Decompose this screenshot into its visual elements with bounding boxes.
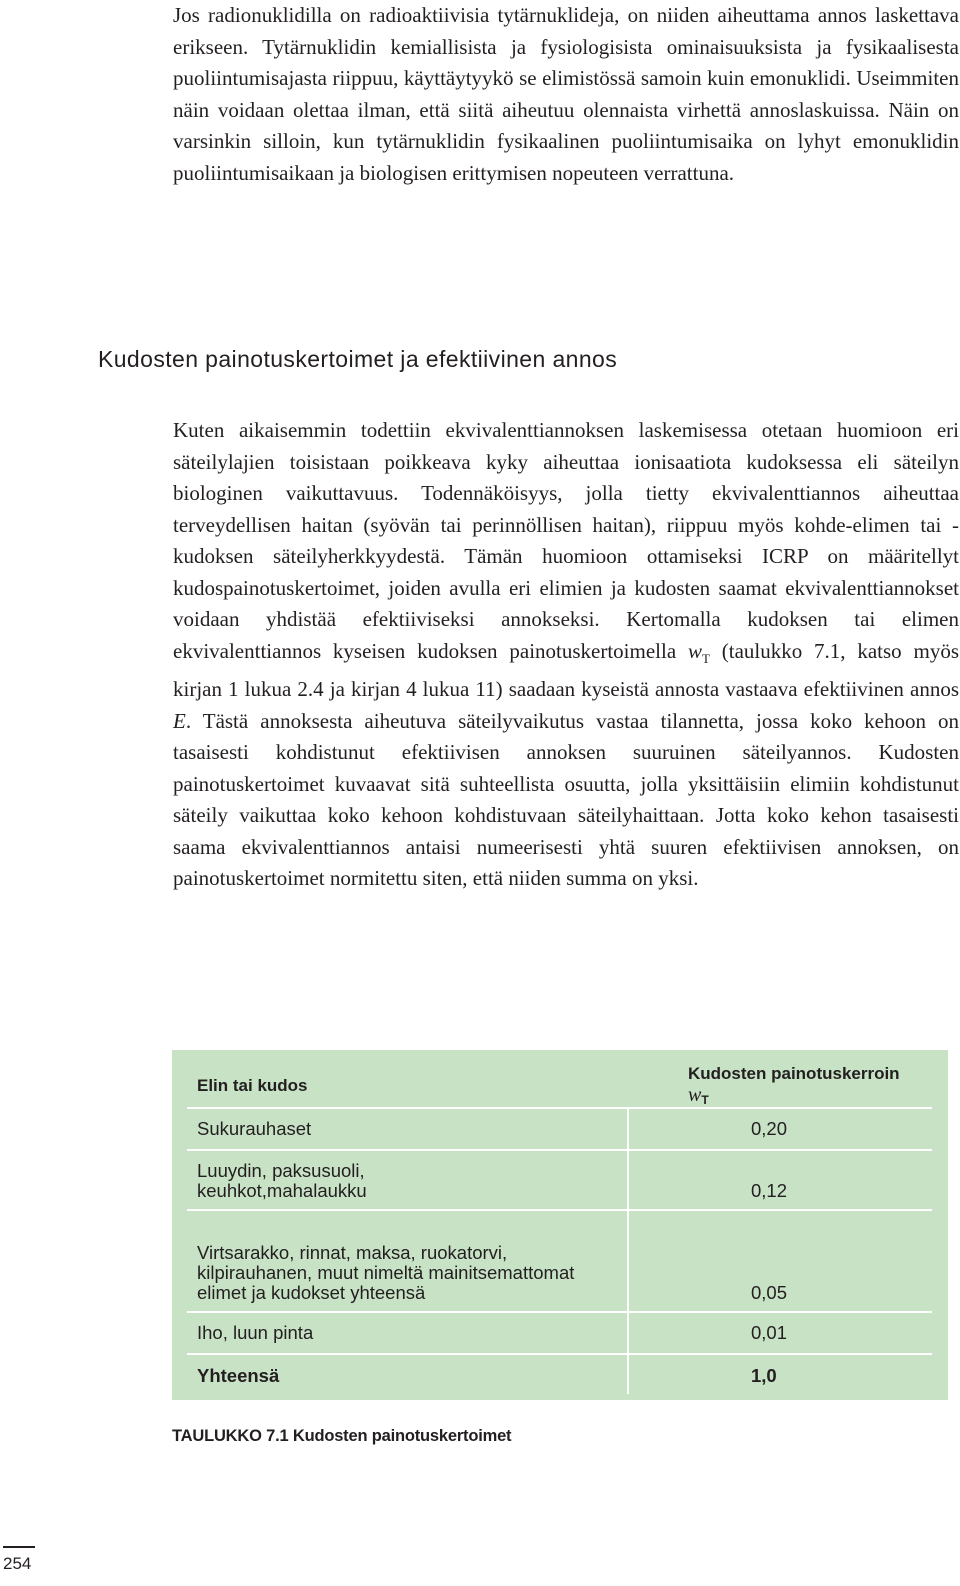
page-number: 254 bbox=[3, 1546, 35, 1574]
body-text-part-2: (taulukko 7.1, katso myös kirjan 1 lukua 2.4 ja kirjan 4 lukua 11) saadaan kyseistä annosta vastaava efektiivinen annos bbox=[173, 638, 959, 702]
total-label: Yhteensä bbox=[187, 1354, 628, 1394]
organ-name: Iho, luun pinta bbox=[187, 1312, 628, 1354]
weight-symbol: w bbox=[687, 638, 702, 663]
weighting-value: 0,20 bbox=[628, 1108, 932, 1150]
table-row bbox=[187, 1150, 932, 1210]
organ-name bbox=[187, 1150, 628, 1210]
section-heading: Kudosten painotuskertoimet ja efektiivinen annos bbox=[98, 346, 618, 372]
effective-dose-symbol: E bbox=[173, 708, 186, 733]
table-row bbox=[187, 1108, 932, 1150]
weighting-value: 0,01 bbox=[628, 1312, 932, 1354]
table-row bbox=[187, 1312, 932, 1354]
weighting-factor-table bbox=[187, 1064, 932, 1394]
weight-symbol-subscript: T bbox=[701, 650, 710, 666]
weighting-value: 0,05 bbox=[628, 1210, 932, 1312]
table-header-row bbox=[187, 1064, 932, 1108]
column-header-factor-text: Kudosten painotuskerroin bbox=[688, 1064, 900, 1083]
organ-name: Sukurauhaset bbox=[187, 1108, 628, 1150]
organ-name-text: Luuydin, paksusuoli, keuhkot,mahalaukku bbox=[197, 1160, 367, 1201]
organ-name bbox=[187, 1210, 628, 1312]
weighting-factor-table-panel bbox=[172, 1050, 948, 1400]
body-text-part-1: Kuten aikaisemmin todettiin ekvivalenttiannoksen laskemisessa otetaan huomioon eri säteilylajien toisistaan poikkeava kyky aiheuttaa ionisaatiota kudoksessa eli säteilyn biologinen vaikuttavuus. Todennäköisyys, jolla tietty ekvivalenttiannos aiheuttaa terveydellisen haitan (syövän tai perinnöllisen haitan), riippuu myös kohde-elimen tai -kudoksen säteilyherkkyydestä. Tämän huomioon ottamiseksi ICRP on määritellyt kudospainotuskertoimet, joiden avulla eri elimien ja kudosten saamat ekvivalenttiannokset voidaan yhdistää efektiiviseksi annokseksi. Kertomalla kudoksen tai elimen ekvivalenttiannos kyseisen kudoksen painotuskertoimella bbox=[173, 418, 959, 663]
total-value: 1,0 bbox=[751, 1365, 777, 1386]
column-header-weight-subscript: T bbox=[701, 1093, 709, 1107]
body-text-part-3: . Tästä annoksesta aiheutuva säteilyvaikutus vastaa tilannetta, jossa koko kehoon on tasaisesti kohdistunut efektiivisen annoksen suuruinen säteilyannos. Kudosten painotuskertoimet kuvaavat sitä suhteellista osuutta, jolla yksittäisiin elimiin kohdistunut säteily vaikuttaa koko kehoon kohdistuvaan säteilyhaittaan. Jotta koko kehon tasaisesti saama ekvivalenttiannos antaisi numeerisesti yhtä suuren efektiivisen annoksen, on painotuskertoimet normitettu siten, että niiden summa on yksi. bbox=[173, 708, 959, 891]
table-caption: TAULUKKO 7.1 Kudosten painotuskertoimet bbox=[172, 1427, 512, 1445]
intro-paragraph: Jos radionuklidilla on radioaktiivisia tytärnuklideja, on niiden aiheuttama annos laskettava erikseen. Tytärnuklidin kemiallisista ja fysiologisista ominaisuuksista ja fysikaalisesta puoliintumisajasta riippuu, käyttäytyykö se elimistössä samoin kuin emonuklidi. Useimmiten näin voidaan olettaa ilman, että siitä aiheutuu olennaista virhettä annoslaskuissa. Näin on varsinkin silloin, kun tytärnuklidin fysikaalinen puoliintumisaika on lyhyt emonuklidin puoliintumisaikaan ja biologisen erittymisen nopeuteen verrattuna. bbox=[173, 3, 959, 185]
column-header-weight-symbol: w bbox=[688, 1084, 702, 1106]
table-row bbox=[187, 1210, 932, 1312]
column-header-factor bbox=[628, 1064, 932, 1108]
table-total-row bbox=[187, 1354, 932, 1394]
body-paragraph bbox=[173, 415, 959, 895]
column-header-organ: Elin tai kudos bbox=[187, 1064, 628, 1108]
weighting-value: 0,12 bbox=[628, 1150, 932, 1210]
organ-name-text: Virtsarakko, rinnat, maksa, ruokatorvi, kilpirauhanen, muut nimeltä mainitsemattomat elimet ja kudokset yhteensä bbox=[197, 1242, 575, 1303]
